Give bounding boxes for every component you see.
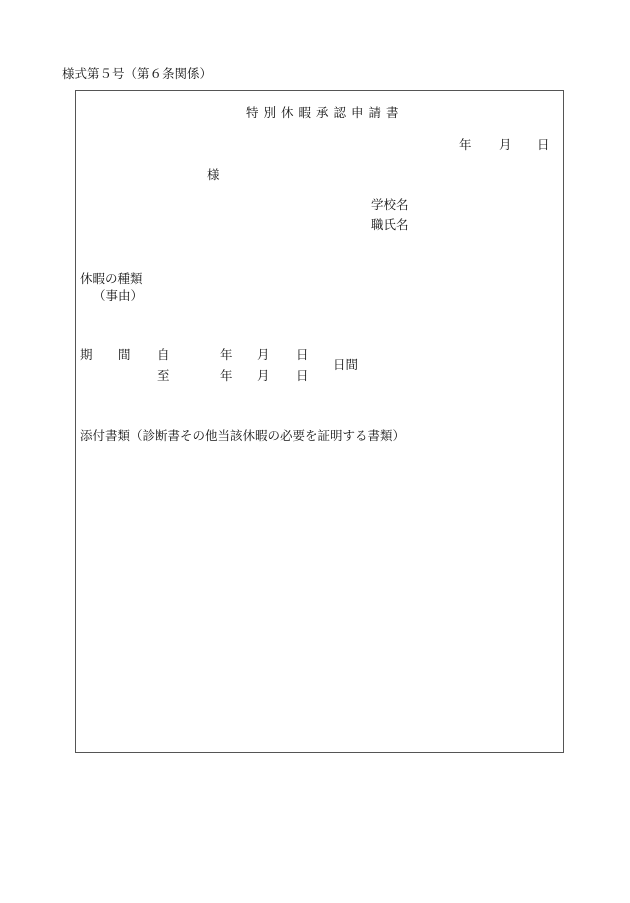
addressee-suffix: 様	[207, 167, 220, 182]
period-from-year-label: 年	[220, 347, 233, 362]
period-to-label: 至	[157, 368, 170, 383]
period-label-first-char: 期	[80, 347, 93, 362]
date-month-label: 月	[499, 137, 512, 152]
period-days-label: 日間	[333, 357, 359, 372]
period-to-month-label: 月	[257, 368, 270, 383]
form-frame	[75, 90, 564, 753]
form-number: 様式第５号（第６条関係）	[62, 66, 213, 81]
period-to-year-label: 年	[220, 368, 233, 383]
date-day-label: 日	[537, 137, 550, 152]
staff-name-label: 職氏名	[371, 217, 409, 232]
period-label-second-char: 間	[118, 347, 131, 362]
period-to-day-label: 日	[296, 368, 309, 383]
period-from-day-label: 日	[296, 347, 309, 362]
period-from-month-label: 月	[257, 347, 270, 362]
form-title: 特別休暇承認申請書	[246, 105, 404, 120]
leave-type-label: 休暇の種類	[80, 271, 143, 286]
date-year-label: 年	[459, 137, 472, 152]
period-from-label: 自	[157, 347, 170, 362]
attachments-label: 添付書類（診断書その他当該休暇の必要を証明する書類）	[80, 428, 406, 443]
reason-label: （事由）	[93, 288, 144, 303]
school-name-label: 学校名	[371, 197, 409, 212]
